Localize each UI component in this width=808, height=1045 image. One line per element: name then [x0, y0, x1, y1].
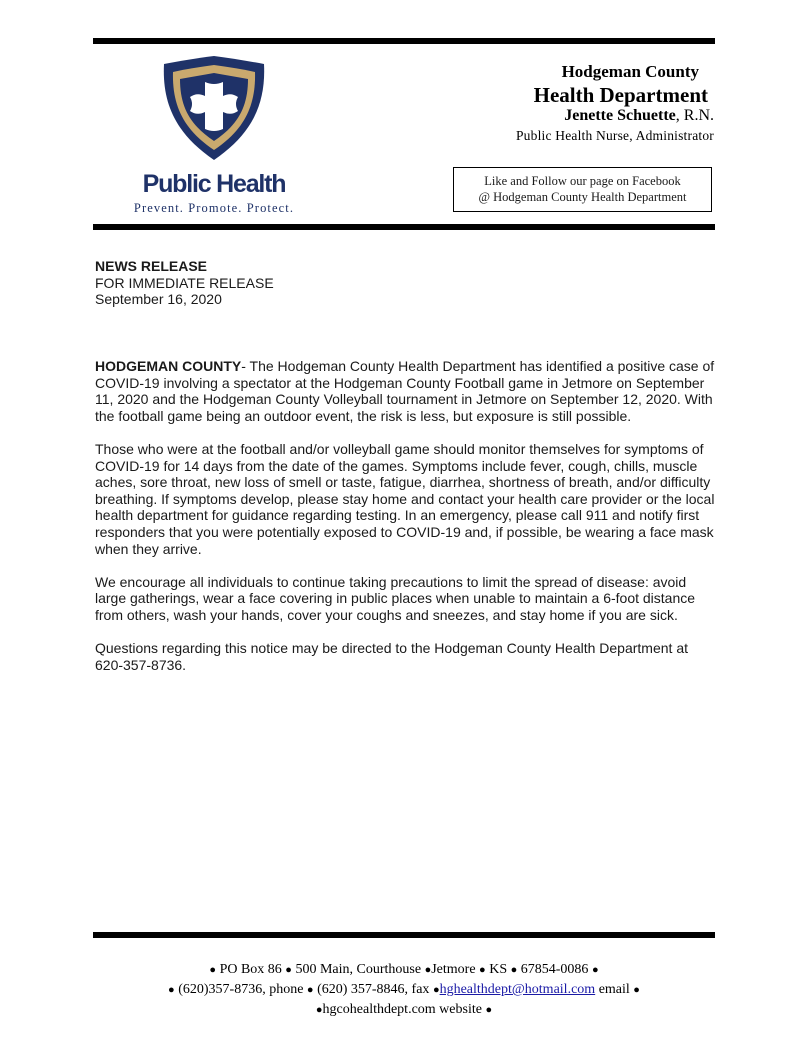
bullet-icon: ● [633, 984, 640, 996]
bullet-icon: ● [432, 984, 440, 996]
footer-zip: 67854-0086 [520, 962, 589, 977]
bullet-icon: ● [424, 964, 432, 976]
release-subheading: FOR IMMEDIATE RELEASE [95, 274, 274, 291]
footer-city: Jetmore [431, 962, 476, 977]
paragraph-3: We encourage all individuals to continue taking precautions to limit the spread of disease: avoid large gatherings, wear a face covering in public places when unable to maintain a 6-foot distance from others, wash your hands, cover your coughs and sneezes, and stay home if you are sick. [95, 573, 696, 623]
header-department: Health Department [533, 83, 708, 107]
footer-fax: (620) 357-8846, fax [317, 982, 430, 997]
footer-state: KS [489, 962, 508, 977]
footer-contact [93, 960, 715, 1020]
bullet-icon: ● [510, 964, 518, 976]
bullet-icon: ● [479, 964, 486, 976]
paragraph-4: Questions regarding this notice may be directed to the Hodgeman County Health Department at 620-357-8736. [95, 640, 688, 673]
footer-po-box: PO Box 86 [219, 962, 282, 977]
footer-street: 500 Main, Courthouse [295, 962, 422, 977]
release-heading: NEWS RELEASE [95, 258, 208, 274]
footer-line-1 [93, 960, 715, 980]
administrator-name: Jenette Schuette [564, 107, 676, 124]
footer-line-2 [93, 980, 715, 1000]
top-rule [93, 38, 715, 44]
bullet-icon: ● [591, 964, 599, 976]
header-county: Hodgeman County [561, 62, 699, 81]
paragraph-1 [95, 358, 717, 424]
release-block [95, 258, 274, 308]
facebook-box [453, 167, 712, 212]
bullet-icon: ● [315, 1004, 323, 1016]
facebook-line-2: @ Hodgeman County Health Department [478, 190, 687, 204]
release-body [95, 358, 717, 690]
administrator-credential: , R.N. [675, 107, 714, 124]
release-date: September 16, 2020 [95, 291, 222, 308]
header-administrator [564, 107, 714, 125]
bullet-icon: ● [306, 984, 314, 996]
footer-website: hgcohealthdept.com website [322, 1002, 482, 1017]
public-health-logo [118, 52, 310, 218]
paragraph-2: Those who were at the football and/or volleyball game should monitor themselves for symptoms of COVID-19 for 14 days from the date of the games. Symptoms include fever, cough, chills, muscle aches, sore throat, new loss of smell or taste, fatigue, diarrhea, shortness of breath, and/or difficulty breathing. If symptoms develop, please stay home and contact your health care provider or the local health department for guidance regarding testing. In an emergency, please call 911 and notify first responders that you were potentially exposed to COVID-19 and, if possible, be wearing a face mask when they arrive. [95, 440, 715, 557]
bullet-icon: ● [168, 984, 175, 996]
bullet-icon: ● [285, 964, 292, 976]
logo-tagline: Prevent. Promote. Protect. [133, 201, 295, 215]
lead-county: HODGEMAN COUNTY [95, 358, 242, 374]
paragraph-1-text: - The Hodgeman County Health Department has identified a positive case of COVID-19 involving a spectator at the Hodgeman County Football game in Jetmore on September 11, 2020 and the Hodgeman County Volleyball tournament in Jetmore on September 12, 2020. With the football game being an outdoor event, the risk is less, but exposure is still possible. [95, 358, 715, 424]
shield-cross-icon [158, 52, 270, 164]
bullet-icon: ● [485, 1004, 493, 1016]
header-rule [93, 224, 715, 230]
footer-line-3 [93, 1000, 715, 1020]
header-role: Public Health Nurse, Administrator [515, 128, 714, 143]
footer-rule [93, 932, 715, 938]
bullet-icon: ● [209, 964, 217, 976]
email-link[interactable]: hghealthdept@hotmail.com [439, 982, 596, 997]
facebook-line-1: Like and Follow our page on Facebook [484, 174, 681, 188]
footer-phone: (620)357-8736, phone [178, 982, 304, 997]
logo-title: Public Health [142, 170, 286, 198]
footer-email-label: email [595, 982, 630, 997]
